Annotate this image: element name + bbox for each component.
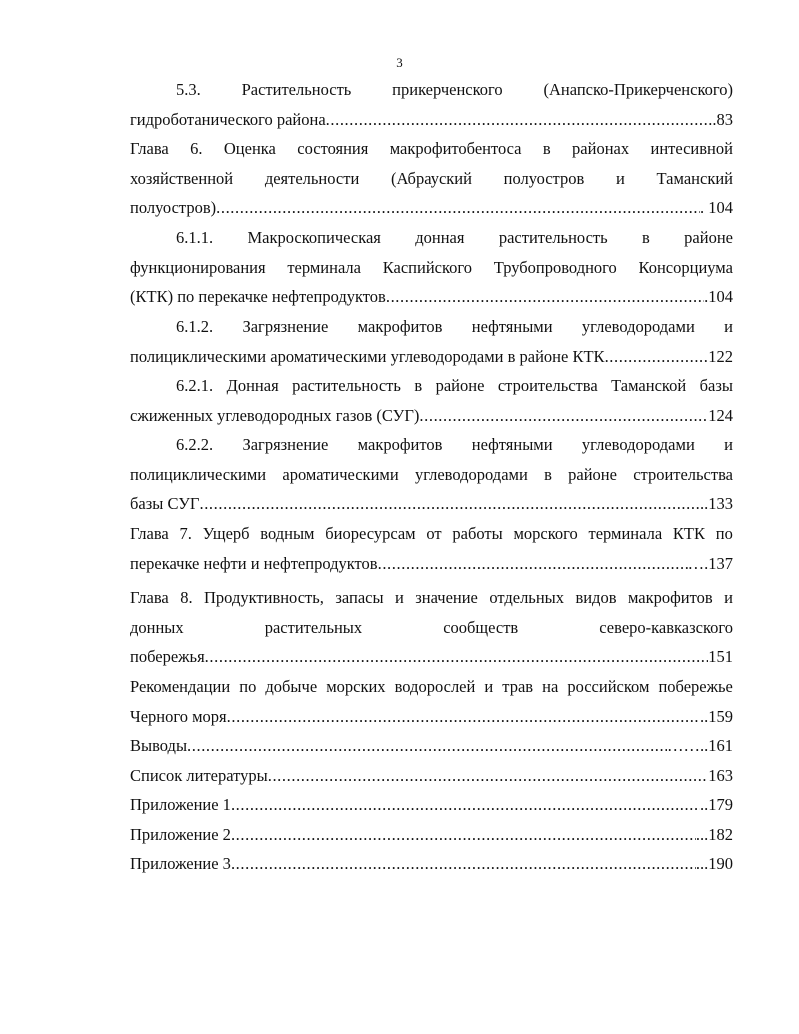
toc-word: Каспийского (382, 257, 473, 277)
toc-word: от (426, 524, 442, 543)
toc-line-leader (130, 489, 733, 519)
toc-word: терминала (287, 257, 361, 277)
toc-word: интесивной (650, 139, 733, 158)
toc-entry-6-2-1 (130, 371, 733, 430)
toc-word: районах (572, 139, 630, 158)
toc-word: Донная (226, 376, 279, 395)
toc-word: строительства (497, 376, 598, 395)
toc-word: по (239, 677, 257, 696)
toc-title: базы СУГ (130, 494, 200, 513)
toc-word: растительность (292, 376, 401, 395)
toc-entry-appendix-3 (130, 849, 733, 879)
toc-line (130, 312, 733, 342)
toc-word: макрофитобентоса (389, 139, 522, 158)
toc-page-number: 122 (708, 346, 733, 366)
dot-leader (199, 489, 700, 519)
toc-word: 6.2.2. (176, 435, 214, 454)
toc-word: Таманской (611, 376, 687, 395)
toc-word: прикерченского (392, 80, 503, 99)
toc-word: Загрязнение (242, 435, 329, 454)
toc-entry-conclusions (130, 731, 733, 761)
toc-word: макрофитов (627, 588, 713, 607)
toc-title: Выводы (130, 736, 188, 755)
toc-line (130, 460, 733, 490)
toc-entry-chapter-7 (130, 519, 733, 578)
toc-line-leader (130, 105, 733, 135)
toc-word: 7. (179, 524, 192, 543)
toc-word: Трубопроводного (493, 257, 617, 277)
toc-word: макрофитов (357, 435, 443, 454)
toc-word: в (414, 376, 423, 395)
toc-line-leader (130, 642, 733, 672)
dot-leader (231, 790, 700, 820)
toc-word: Таманский (656, 168, 733, 188)
toc-word: российском (567, 677, 650, 696)
toc-word: функционирования (130, 257, 266, 277)
toc-word: Консорциума (638, 257, 733, 277)
toc-line (130, 583, 733, 613)
toc-line-leader (130, 790, 733, 820)
toc-word: углеводородами (414, 464, 528, 484)
toc-word: значение (415, 588, 478, 607)
toc-word: работы (452, 524, 503, 543)
toc-word: углеводородами (581, 435, 695, 454)
dot-leader (419, 401, 708, 431)
toc-page-number: ...182 (695, 824, 733, 844)
toc-word: сообществ (443, 617, 519, 637)
toc-page-number: .104 (704, 287, 733, 306)
toc-page-number: 124 (708, 405, 733, 425)
toc-word: (Абрауский (390, 168, 472, 188)
dot-leader (605, 342, 709, 372)
toc-title: полициклическими ароматическими углеводородами в районе КТК (130, 346, 605, 366)
toc-line-leader (130, 849, 733, 879)
toc-word: водным (260, 524, 315, 543)
toc-word: и (724, 588, 733, 607)
toc-word: КТК (672, 524, 706, 543)
toc-word: и (615, 168, 625, 188)
toc-line-leader (130, 549, 733, 579)
toc-title: сжиженных углеводородных газов (СУГ) (130, 405, 420, 425)
toc-title: Приложение 2 (130, 824, 231, 844)
toc-word: и (394, 588, 404, 607)
toc-word: Ущерб (202, 524, 250, 543)
toc-title: гидроботанического района (130, 109, 326, 129)
toc-line-leader (130, 342, 733, 372)
toc-line (130, 134, 733, 164)
toc-word: терминала (588, 524, 663, 543)
toc-entry-5-3 (130, 75, 733, 134)
dot-leader (205, 642, 709, 672)
toc-word: районе (568, 464, 617, 484)
toc-word: районе (684, 228, 733, 247)
toc-word: отдельных (489, 588, 564, 607)
toc-word: Загрязнение (242, 317, 329, 336)
toc-word: донных (130, 617, 184, 637)
toc-word: по (715, 524, 733, 543)
toc-word: макрофитов (357, 317, 443, 336)
dot-leader (386, 282, 704, 312)
toc-entry-recommendations (130, 672, 733, 731)
toc-page-number: ...190 (695, 854, 733, 873)
toc-title: побережья (130, 647, 205, 666)
toc-word: 8. (180, 588, 193, 607)
toc-page-number: ……..161 (667, 736, 733, 755)
toc-entry-appendix-1 (130, 790, 733, 820)
toc-word: северо-кавказского (599, 617, 733, 637)
toc-line-leader (130, 401, 733, 431)
toc-entry-chapter-8 (130, 583, 733, 672)
toc-word: растительных (264, 617, 363, 637)
toc-line-leader (130, 820, 733, 850)
toc-line-leader (130, 761, 733, 791)
toc-word: хозяйственной (130, 168, 234, 188)
toc-title: (КТК) по перекачке нефтепродуктов (130, 287, 386, 306)
toc-word: и (724, 435, 733, 454)
toc-line (130, 430, 733, 460)
toc-word: биоресурсам (325, 524, 416, 543)
toc-page-number: . 104 (700, 198, 733, 217)
dot-leader (268, 761, 709, 791)
toc-line-leader (130, 731, 733, 761)
toc-page-number: ..83 (708, 109, 733, 129)
toc-word: Растительность (241, 80, 352, 99)
toc-word: морских (326, 677, 386, 696)
toc-line (130, 253, 733, 283)
toc-word: полициклическими (130, 464, 267, 484)
toc-page-number: ….137 (687, 553, 733, 573)
toc-page-number: 151 (708, 647, 733, 666)
toc-word: растительность (498, 228, 608, 247)
toc-title: перекачке нефти и нефтепродуктов (130, 553, 378, 573)
toc-word: добыче (265, 677, 318, 696)
toc-word: строительства (633, 464, 733, 484)
toc-entry-references (130, 761, 733, 791)
toc-word: в (544, 464, 552, 484)
toc-line (130, 672, 733, 702)
toc-word: 6.1.2. (176, 317, 214, 336)
toc-word: в (542, 139, 551, 158)
dot-leader (231, 849, 696, 879)
toc-page-number: ..133 (700, 494, 733, 513)
toc-line-leader (130, 282, 733, 312)
toc-word: Глава (130, 588, 169, 607)
toc-word: Рекомендации (130, 677, 231, 696)
toc-title: Черного моря (130, 706, 227, 726)
toc-word: нефтяными (471, 435, 553, 454)
toc-line (130, 164, 733, 194)
toc-word: полуостров (503, 168, 585, 188)
toc-word: 6.2.1. (176, 376, 214, 395)
toc-word: морского (513, 524, 578, 543)
toc-word: Продуктивность, (204, 588, 324, 607)
toc-word: состояния (297, 139, 369, 158)
toc-word: Глава (130, 139, 169, 158)
toc-word: нефтяными (471, 317, 553, 336)
toc-word: 6.1.1. (176, 228, 214, 247)
toc-line (130, 613, 733, 643)
toc-word: углеводородами (581, 317, 695, 336)
toc-page-number: ..159 (700, 706, 733, 726)
toc-word: районе (435, 376, 485, 395)
toc-word: запасы (335, 588, 384, 607)
dot-leader (187, 731, 667, 761)
dot-leader (231, 820, 696, 850)
toc-word: Оценка (223, 139, 276, 158)
toc-word: и (484, 677, 494, 696)
toc-word: побережье (658, 677, 733, 696)
toc-page-number: ..179 (700, 795, 733, 814)
toc-line (130, 519, 733, 549)
toc-line-leader (130, 702, 733, 732)
toc-line (130, 223, 733, 253)
dot-leader (326, 105, 709, 135)
toc-title: Приложение 3 (130, 854, 231, 873)
toc-entry-chapter-6 (130, 134, 733, 223)
dot-leader (227, 702, 700, 732)
toc-title: Приложение 1 (130, 795, 231, 814)
toc-entry-6-1-2 (130, 312, 733, 371)
toc-line (130, 371, 733, 401)
dot-leader (216, 193, 700, 223)
page-number: 3 (396, 55, 403, 70)
toc-word: трав (502, 677, 534, 696)
toc-word: водорослей (394, 677, 476, 696)
toc-entry-6-2-2 (130, 430, 733, 519)
toc-word: базы (699, 376, 733, 395)
toc-title: Список литературы (130, 765, 268, 785)
dot-leader (378, 549, 688, 579)
toc-word: деятельности (264, 168, 360, 188)
toc-line-leader (130, 193, 733, 223)
toc-title: полуостров) (130, 198, 217, 217)
toc-word: Глава (130, 524, 169, 543)
toc-entry-6-1-1 (130, 223, 733, 312)
toc-word: в (642, 228, 650, 247)
toc-line (130, 75, 733, 105)
toc-word: на (542, 677, 559, 696)
toc-entry-appendix-2 (130, 820, 733, 850)
toc-word: 5.3. (176, 80, 201, 99)
toc-word: 6. (190, 139, 203, 158)
toc-word: донная (415, 228, 465, 247)
toc-word: и (724, 317, 733, 336)
toc-word: ароматическими (282, 464, 399, 484)
toc-word: (Анапско-Прикерченского) (543, 80, 733, 99)
toc-word: Макроскопическая (247, 228, 381, 247)
toc-word: видов (575, 588, 617, 607)
toc-page-number: 163 (708, 765, 733, 785)
